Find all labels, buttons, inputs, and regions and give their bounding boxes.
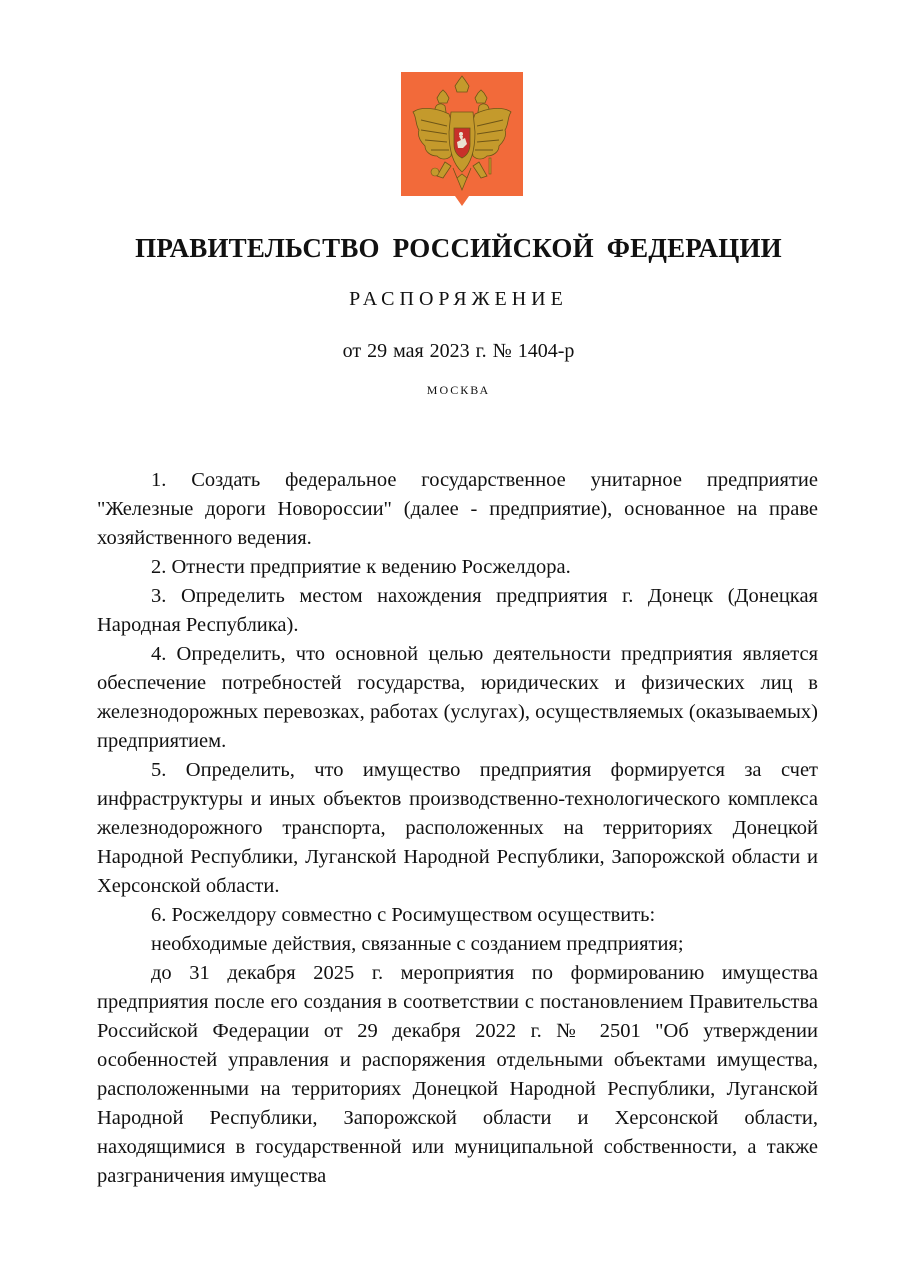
paragraph-6-item-1: необходимые действия, связанные с созданием предприятия;: [151, 933, 684, 955]
document-type: РАСПОРЯЖЕНИЕ: [349, 288, 568, 310]
document-date-number: от 29 мая 2023 г. № 1404-р: [342, 340, 575, 362]
paragraph-5: 5. Определить, что имущество предприятия формируется за счет инфраструктуры и иных объектов производственно-технологического комплекса железнодорожного транспорта, расположенных на территориях Донецкой Народной Республики, Луганской Народной Республики, Запорожской области и Херсонской области.: [97, 759, 818, 897]
government-title: ПРАВИТЕЛЬСТВО РОССИЙСКОЙ ФЕДЕРАЦИИ: [135, 233, 782, 263]
document-body: [97, 466, 818, 1191]
paragraph-6: 6. Росжелдору совместно с Росимуществом осуществить:: [151, 904, 656, 926]
document-place: МОСКВА: [426, 383, 491, 397]
paragraph-1: 1. Создать федеральное государственное унитарное предприятие "Железные дороги Новороссии" (далее - предприятие), основанное на праве хозяйственного ведения.: [97, 469, 818, 549]
paragraph-2: 2. Отнести предприятие к ведению Росжелдора.: [151, 556, 571, 578]
paragraph-3: 3. Определить местом нахождения предприятия г. Донецк (Донецкая Народная Республика).: [97, 585, 818, 636]
russian-coat-of-arms-icon: [401, 72, 523, 206]
paragraph-4: 4. Определить, что основной целью деятельности предприятия является обеспечение потребностей государства, юридических и физических лиц в железнодорожных перевозках, работах (услугах), осуществляемых (оказываемых) предприятием.: [97, 643, 818, 752]
paragraph-6-item-2: до 31 декабря 2025 г. мероприятия по формированию имущества предприятия после его создания в соответствии с постановлением Правительства Российской Федерации от 29 декабря 2022 г. № 2501 "Об утверждении особенностей управления и распоряжения отдельными объектами имущества, расположенными на территориях Донецкой Народной Республики, Луганской Народной Республики, Запорожской области и Херсонской области, находящимися в государственной или муниципальной собственности, а также разграничения имущества: [97, 962, 818, 1187]
